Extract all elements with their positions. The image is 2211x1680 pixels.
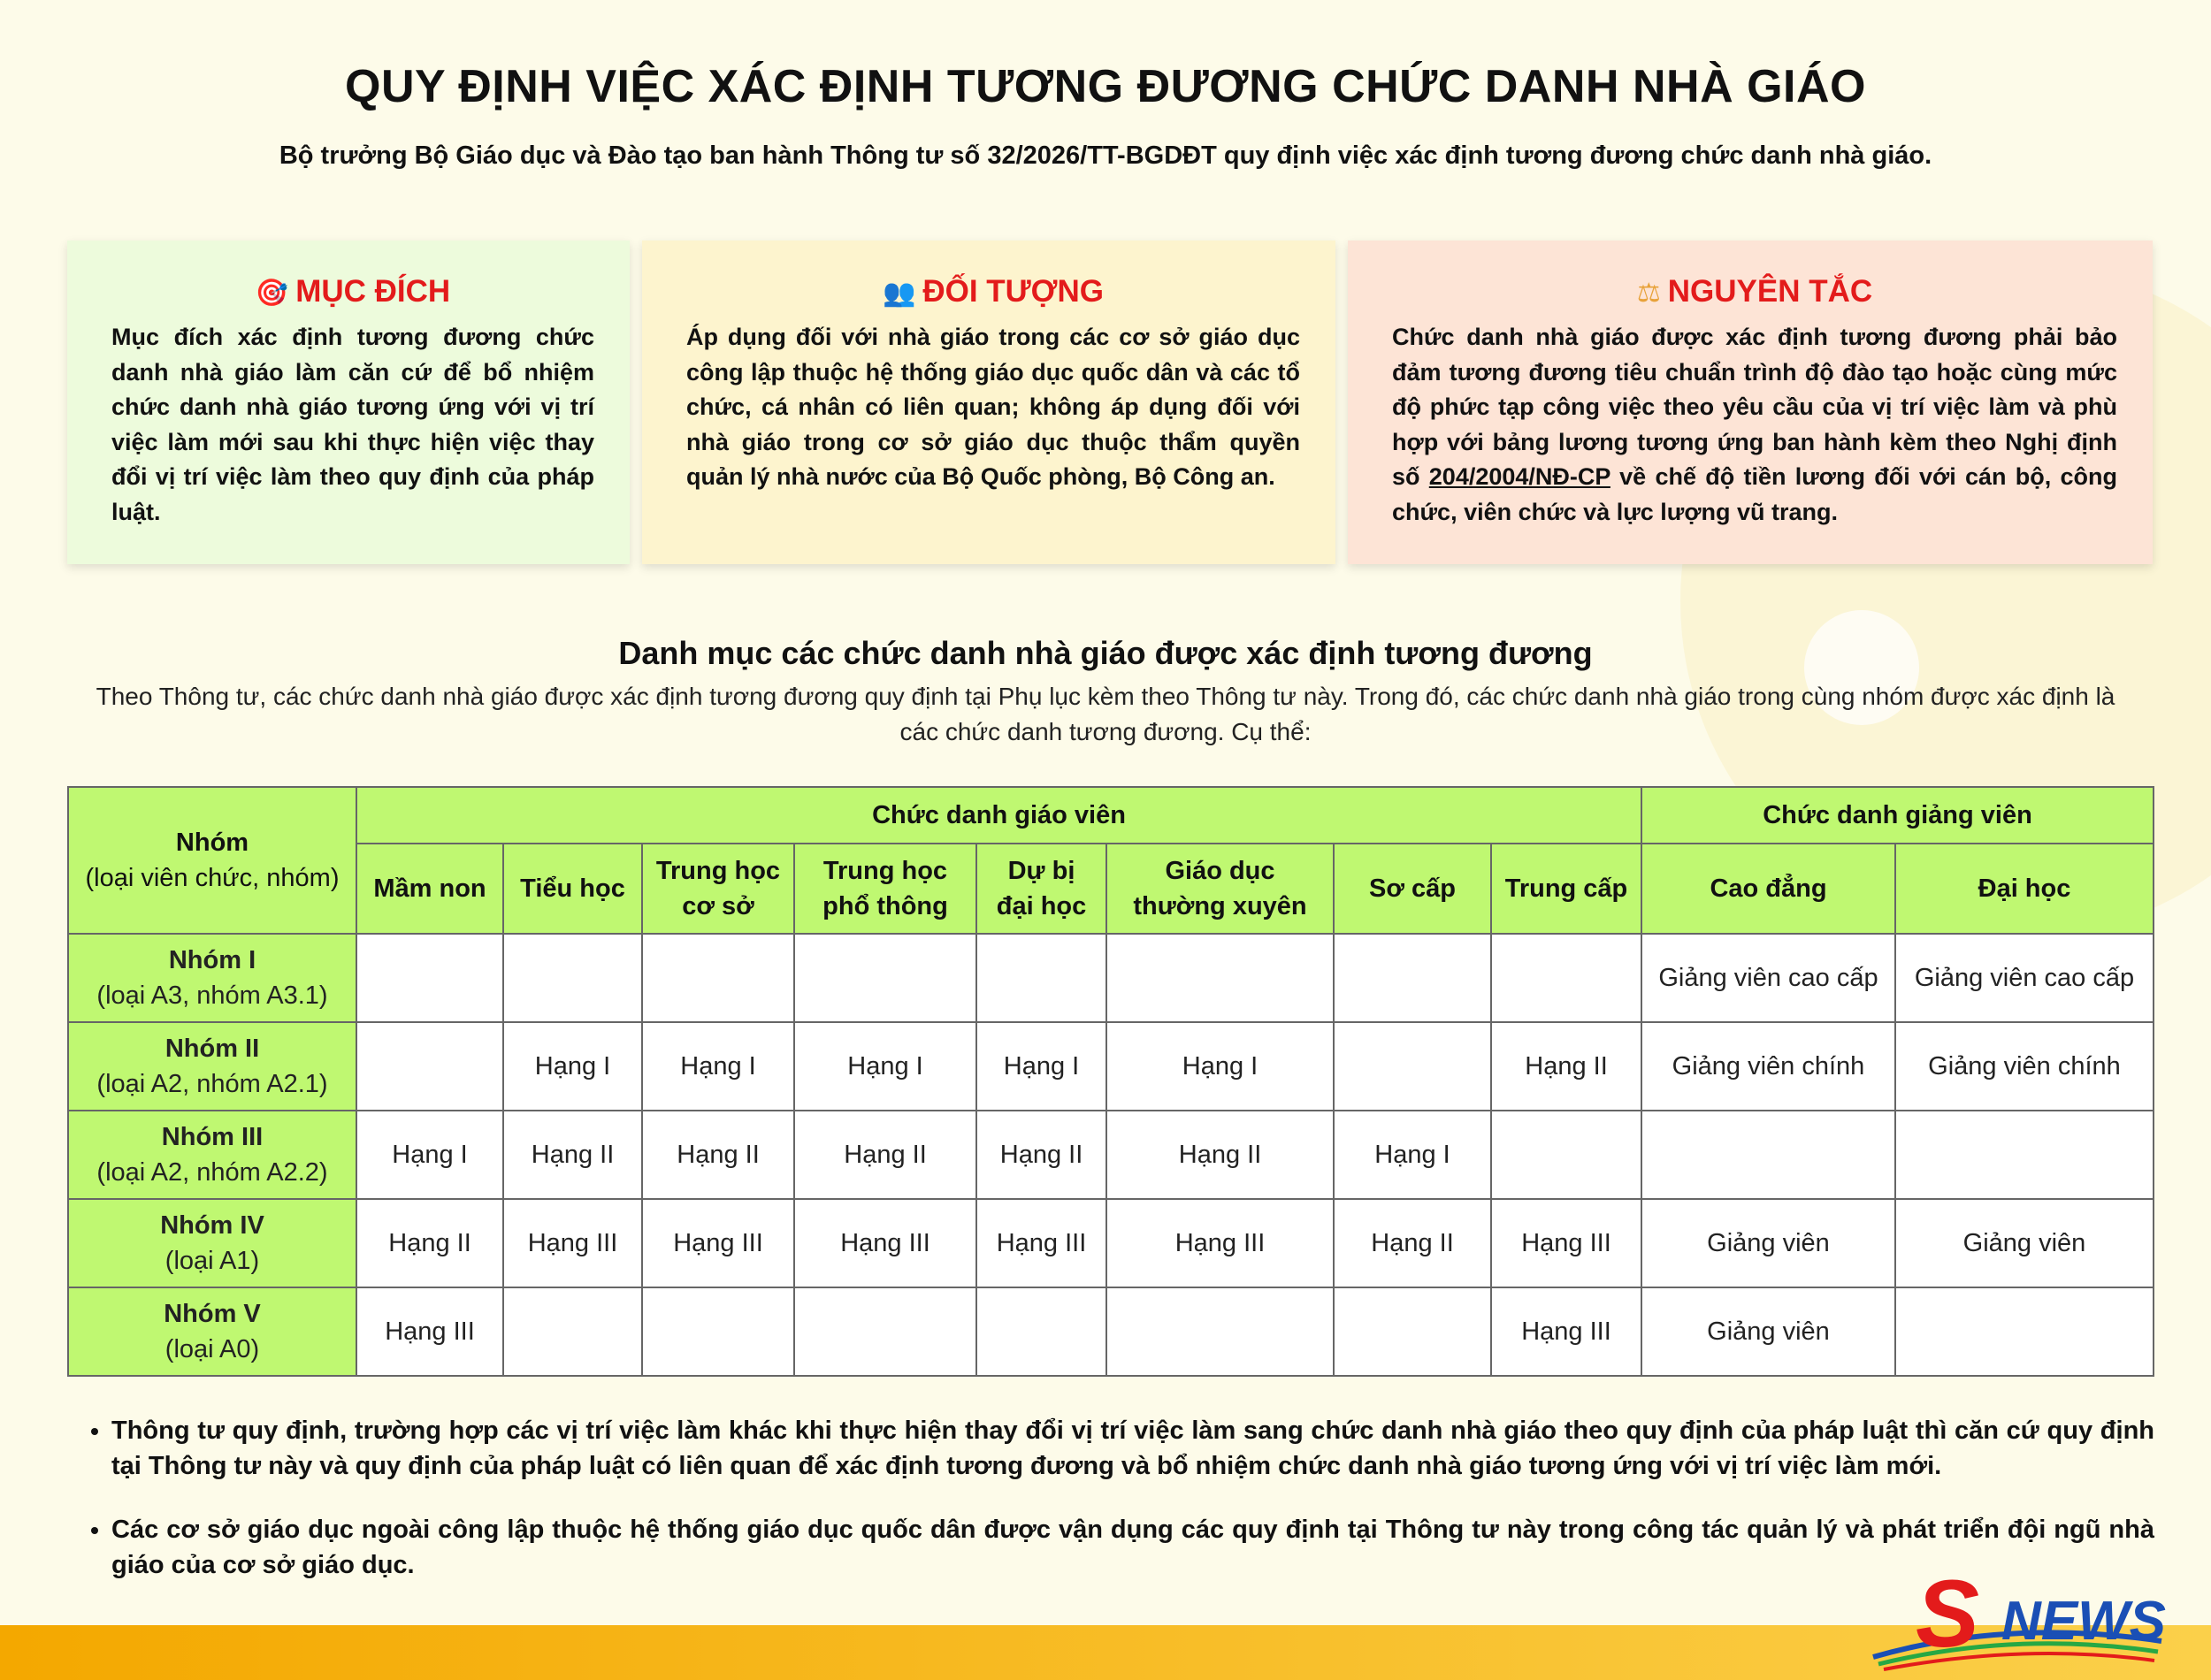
table-cell	[1641, 1111, 1895, 1199]
scales-icon: ⚖	[1636, 279, 1661, 308]
card-subjects	[642, 241, 1335, 564]
table-cell: Hạng I	[794, 1022, 976, 1111]
group-type: (loại A3, nhóm A3.1)	[96, 981, 328, 1010]
table-cell	[976, 934, 1106, 1022]
table-cell: Hạng III	[356, 1287, 503, 1376]
table-cell: Hạng I	[356, 1111, 503, 1199]
column-header	[794, 844, 976, 934]
table-cell: Giảng viên chính	[1895, 1022, 2154, 1111]
table-cell: Hạng II	[1106, 1111, 1334, 1199]
column-header	[1491, 844, 1641, 934]
table-cell	[1334, 1022, 1491, 1111]
card-purpose	[67, 241, 630, 564]
card-purpose-heading	[111, 272, 594, 313]
table-cell: Hạng II	[503, 1111, 642, 1199]
target-icon: 🎯	[255, 279, 289, 308]
column-header	[642, 844, 794, 934]
table-cell: Hạng II	[356, 1199, 503, 1287]
table-cell: Hạng I	[976, 1022, 1106, 1111]
table-cell	[1334, 934, 1491, 1022]
group-cell	[68, 1022, 356, 1111]
column-header	[1641, 844, 1895, 934]
table-cell	[1895, 1287, 2154, 1376]
table-cell	[1491, 1111, 1641, 1199]
card-purpose-body: Mục đích xác định tương đương chức danh nhà giáo làm căn cứ để bổ nhiệm chức danh nhà giáo tương ứng với vị trí việc làm mới sau khi thực hiện việc thay đổi vị trí việc làm theo quy định của pháp luật.	[111, 324, 594, 525]
section-description: Theo Thông tư, các chức danh nhà giáo được xác định tương đương quy định tại Phụ lục kèm theo Thông tư này. Trong đó, các chức danh nhà giáo trong cùng nhóm được xác định là các chức danh tương đương. Cụ thể:	[96, 683, 2115, 745]
table-cell: Hạng III	[1491, 1199, 1641, 1287]
column-header-line1: Trung học	[655, 857, 781, 885]
card-subjects-body: Áp dụng đối với nhà giáo trong các cơ sở giáo dục công lập thuộc hệ thống giáo dục quốc dân và các tổ chức, cá nhân có liên quan; không áp dụng đối với nhà giáo trong cơ sở giáo dục thuộc thẩm quyền quản lý nhà nước của Bộ Quốc phòng, Bộ Công an.	[686, 324, 1300, 490]
logo-letters-news: NEWS	[2001, 1591, 2166, 1652]
table-cell	[503, 1287, 642, 1376]
table-cell: Hạng III	[1106, 1199, 1334, 1287]
card-principles-body	[1392, 320, 2117, 530]
group-cell	[68, 934, 356, 1022]
principles-text-1: Chức danh nhà giáo được xác định tương đương phải bảo đảm tương đương tiêu chuẩn trình độ đào tạo hoặc cùng mức độ phức tạp công việc theo yêu cầu của vị trí việc làm và phù hợp với bảng lương tương ứng ban hành kèm theo Nghị định số	[1392, 324, 2117, 490]
column-header-line1: Giáo dục	[1165, 857, 1275, 885]
note-item: • Các cơ sở giáo dục ngoài công lập thuộc hệ thống giáo dục quốc dân được vận dụng các quy định tại Thông tư này trong công tác quản lý và phát triển đội ngũ nhà giáo của cơ sở giáo dục.	[111, 1512, 2154, 1583]
equivalence-table	[67, 786, 2154, 1377]
column-header	[1895, 844, 2154, 934]
group-name: Nhóm II	[164, 1035, 260, 1063]
table-row	[68, 934, 2154, 1022]
table-cell	[1106, 1287, 1334, 1376]
snews-logo-icon	[1866, 1565, 2167, 1671]
group-name: Nhóm I	[168, 946, 256, 974]
table-row	[68, 1199, 2154, 1287]
column-header	[1106, 844, 1334, 934]
notes-list	[80, 1413, 2154, 1611]
table-cell: Hạng III	[642, 1199, 794, 1287]
group-type: (loại A2, nhóm A2.1)	[96, 1070, 328, 1098]
card-subjects-heading	[686, 272, 1300, 313]
table-cell	[642, 934, 794, 1022]
table-cell: Giảng viên cao cấp	[1641, 934, 1895, 1022]
group-name: Nhóm III	[161, 1123, 264, 1151]
table-cell: Hạng II	[976, 1111, 1106, 1199]
table-cell: Giảng viên	[1895, 1199, 2154, 1287]
card-purpose-title: MỤC ĐÍCH	[295, 274, 451, 309]
group-header-label: Nhóm	[175, 829, 249, 857]
column-header-line1: Trung cấp	[1504, 874, 1628, 903]
table-cell: Hạng II	[1334, 1199, 1491, 1287]
group-type: (loại A0)	[164, 1335, 260, 1363]
table-row	[68, 1111, 2154, 1199]
table-cell: Hạng I	[1106, 1022, 1334, 1111]
principles-text-2: về chế độ tiền lương đối với cán bộ, công chức, viên chức và lực lượng vũ trang.	[1392, 463, 2118, 525]
column-header-line1: Mầm non	[373, 874, 486, 903]
table-row	[68, 1022, 2154, 1111]
column-header	[503, 844, 642, 934]
table-cell: Giảng viên	[1641, 1287, 1895, 1376]
column-header-line1: Trung học	[822, 857, 948, 885]
table-cell: Hạng III	[1491, 1287, 1641, 1376]
card-principles-title: NGUYÊN TẮC	[1667, 274, 1873, 309]
people-icon: 👥	[882, 279, 916, 308]
table-cell: Giảng viên chính	[1641, 1022, 1895, 1111]
table-cell	[503, 934, 642, 1022]
table-cell: Hạng III	[794, 1199, 976, 1287]
decree-link[interactable]: 204/2004/NĐ-CP	[1428, 463, 1610, 490]
group-type: (loại A2, nhóm A2.2)	[96, 1158, 328, 1187]
table-cell: Hạng III	[976, 1199, 1106, 1287]
card-principles	[1348, 241, 2153, 564]
page-title: QUY ĐỊNH VIỆC XÁC ĐỊNH TƯƠNG ĐƯƠNG CHỨC DANH NHÀ GIÁO	[345, 61, 1866, 112]
table-row	[68, 1287, 2154, 1376]
column-header-line2: đại học	[996, 892, 1087, 920]
group-type: (loại A1)	[164, 1247, 260, 1275]
column-header-line1: Sơ cấp	[1369, 874, 1456, 903]
note-item: • Thông tư quy định, trường hợp các vị trí việc làm khác khi thực hiện thay đổi vị trí việc làm sang chức danh nhà giáo theo quy định của pháp luật thì căn cứ quy định tại Thông tư này và quy định của pháp luật có liên quan để xác định tương đương và bổ nhiệm chức danh nhà giáo tương ứng với vị trí việc làm mới.	[111, 1413, 2154, 1484]
group-name: Nhóm IV	[160, 1211, 264, 1240]
group-header	[68, 787, 356, 934]
lecturer-header: Chức danh giảng viên	[1641, 787, 2154, 844]
teacher-header: Chức danh giáo viên	[356, 787, 1641, 844]
group-cell	[68, 1111, 356, 1199]
group-header-sublabel: (loại viên chức, nhóm)	[85, 864, 340, 892]
table-cell	[976, 1287, 1106, 1376]
column-header-line2: cơ sở	[682, 892, 754, 920]
table-cell: Hạng II	[642, 1111, 794, 1199]
table-cell	[794, 934, 976, 1022]
column-header	[356, 844, 503, 934]
column-header	[976, 844, 1106, 934]
card-principles-heading	[1392, 272, 2117, 313]
table-cell	[1334, 1287, 1491, 1376]
table-body	[68, 934, 2154, 1376]
table-cell	[356, 934, 503, 1022]
table-cell	[1895, 1111, 2154, 1199]
table-cell: Hạng I	[503, 1022, 642, 1111]
logo-letter-s: S	[1915, 1565, 1980, 1667]
group-name: Nhóm V	[164, 1300, 261, 1328]
column-header-line1: Đại học	[1978, 874, 2071, 903]
card-subjects-title: ĐỐI TƯỢNG	[922, 274, 1105, 309]
table-cell: Hạng II	[1491, 1022, 1641, 1111]
column-header-line2: thường xuyên	[1133, 892, 1307, 920]
column-header-line2: phổ thông	[822, 892, 948, 920]
table-cell: Hạng I	[642, 1022, 794, 1111]
group-cell	[68, 1287, 356, 1376]
column-header-line1: Tiểu học	[520, 874, 625, 903]
column-header	[1334, 844, 1491, 934]
table-cell: Hạng II	[794, 1111, 976, 1199]
table-cell: Giảng viên	[1641, 1199, 1895, 1287]
table-cell	[642, 1287, 794, 1376]
table-cell	[1106, 934, 1334, 1022]
column-header-line1: Dự bị	[1007, 857, 1075, 885]
table-cell: Hạng I	[1334, 1111, 1491, 1199]
column-header-row	[68, 844, 2154, 934]
section-title: Danh mục các chức danh nhà giáo được xác định tương đương	[618, 635, 1593, 671]
table-cell: Hạng III	[503, 1199, 642, 1287]
page-subtitle: Bộ trưởng Bộ Giáo dục và Đào tạo ban hành Thông tư số 32/2026/TT-BGDĐT quy định việc xác định tương đương chức danh nhà giáo.	[279, 141, 1932, 170]
table-cell	[794, 1287, 976, 1376]
group-cell	[68, 1199, 356, 1287]
table-cell	[356, 1022, 503, 1111]
column-header-line1: Cao đẳng	[1710, 874, 1827, 903]
table-cell: Giảng viên cao cấp	[1895, 934, 2154, 1022]
table-cell	[1491, 934, 1641, 1022]
